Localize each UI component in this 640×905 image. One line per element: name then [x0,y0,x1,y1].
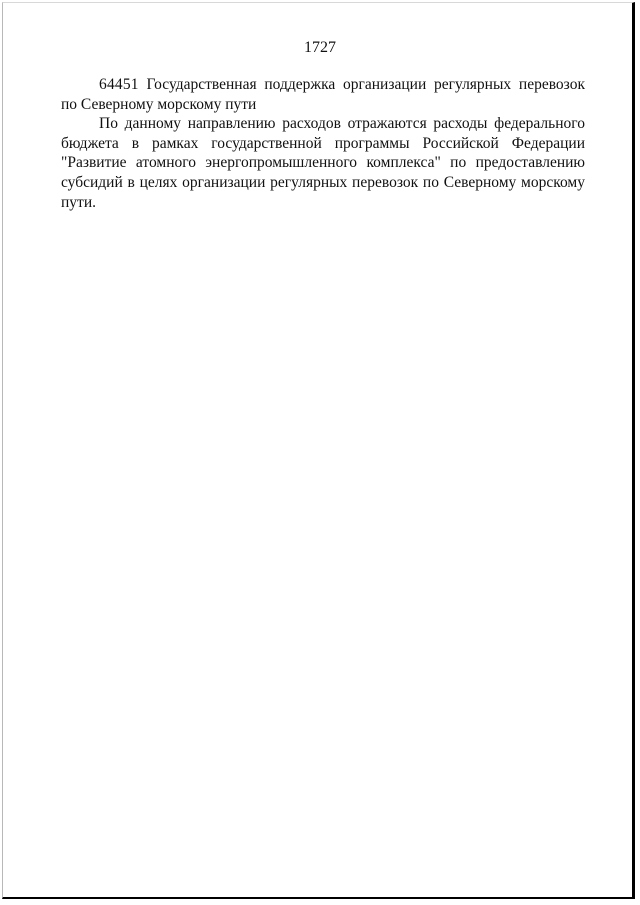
document-body [61,75,585,212]
scan-edge [0,901,640,905]
section-heading [61,75,585,114]
section-description: По данному направлению расходов отражаются расходы федерального бюджета в рамках государственной программы Российской Федерации "Развитие атомного энергопромышленного комплекса" по предоставлению субсидий в целях организации регулярных перевозок по Северному морскому пути. [61,115,585,211]
page-number: 1727 [304,39,336,56]
section-title: Государственная поддержка организации регулярных перевозок по Северному морскому пути [61,76,585,113]
section-code: 64451 [99,76,139,93]
